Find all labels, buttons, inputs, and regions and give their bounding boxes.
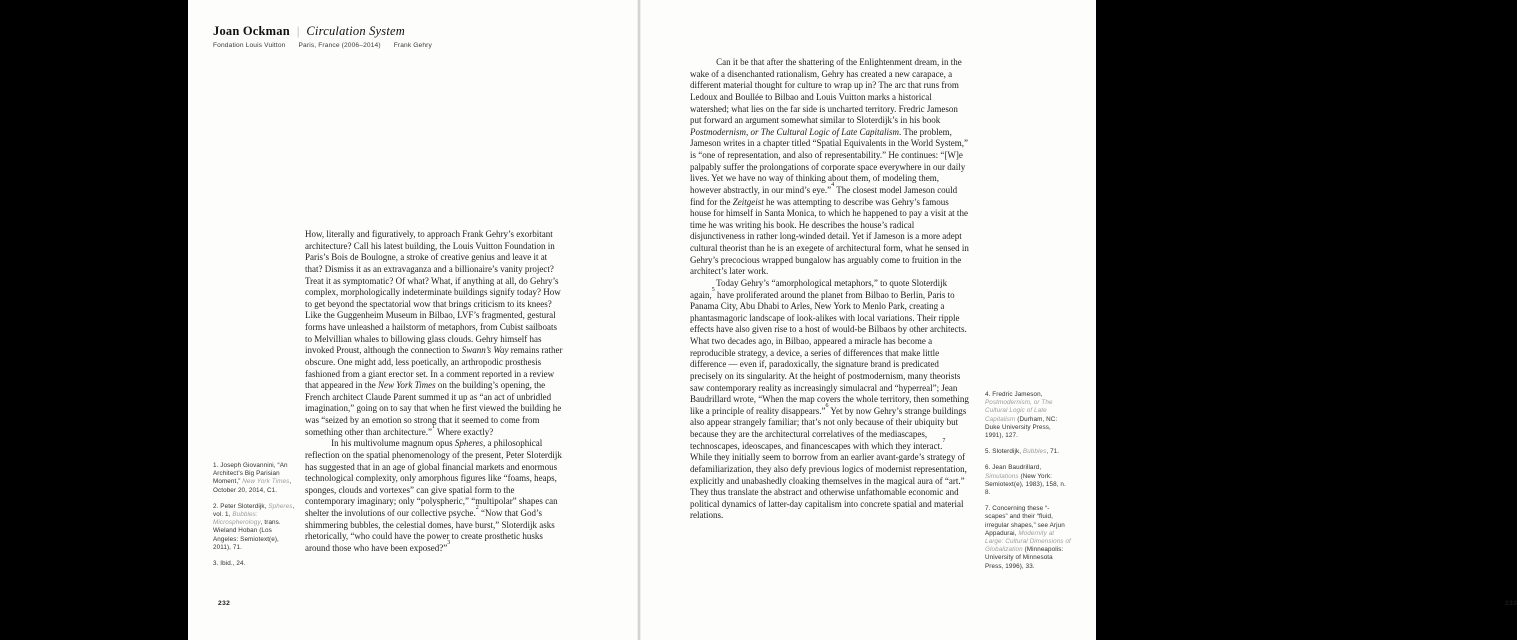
author-name: Joan Ockman [213, 24, 290, 38]
left-body-paragraphs [305, 229, 566, 555]
essay-title: Circulation System [306, 24, 406, 38]
left-page [188, 0, 640, 640]
right-page [640, 0, 1517, 640]
body-paragraph: How, literally and figuratively, to approach Frank Gehry’s exorbitant architecture? Call his latest building, the Louis Vuitton Foundation in Paris’s Bois de Boulogne, a stroke of creative genius and leave it at that? Dismiss it as an extravaganza and a billionaire’s vanity project? Treat it as symptomatic? Of what? What, if anything at all, do Gehry’s complex, morphologically indeterminate buildings signify today? How to get beyond the spectatorial wow that brings criticism to its knees? Like the Guggenheim Museum in Bilbao, LVF’s fragmented, gestural forms have unleashed a hailstorm of metaphors, from Cubist sailboats to Melvillian whales to billowing glass clouds. Gehry himself has invoked Proust, although the connection to Swann’s Way remains rather obscure. One might add, less poetically, an arthropodic prosthesis fashioned from a giant erector set. In a comment reported in a review that appeared in the New York Times on the building’s opening, the French architect Claude Parent summed it up as “an act of unbridled imagination,” going on to say that when he first viewed the building he was “seized by an emotion so strong that it seemed to come from something other than architecture.”$^1$ Where exactly? [305, 229, 563, 437]
project-architect: Frank Gehry [393, 42, 432, 49]
header-separator: | [296, 24, 300, 38]
footnote: 7. Concerning these “-scapes” and their “fluid, irregular shapes,” see Arjun Appadurai, Modernity at Large: Cultural Dimensions of Globalization (Minneapolis: University of Minnesota Press, 1996), 33. [985, 505, 1071, 570]
footnote: 5. Sloterdijk, Bubbles, 71. [985, 448, 1060, 456]
book-spread [188, 0, 1517, 640]
page-number-left: 232 [218, 600, 231, 607]
project-location-dates: Paris, France (2006–2014) [298, 42, 381, 49]
body-paragraph: In his multivolume magnum opus Spheres, a philosophical reflection on the spatial phenomenology of the present, Peter Sloterdijk has suggested that in an age of global financial markets and enormous technological complexity, only amorphous figures like “foams, heaps, sponges, clouds and vortexes” can give spatial form to the contemporary imaginary; only “polyspheric,” “multipolar” shapes can shelter the involutions of our collective psyche.$^2$ “Now that God’s shimmering bubbles, the celestial domes, have burst,” Sloterdijk asks rhetorically, “who could have the power to create prosthetic husks around those who have been exposed?”$^3$ [305, 438, 562, 553]
essay-header [213, 22, 405, 40]
right-footnotes [985, 391, 1071, 579]
footnote: 6. Jean Baudrillard, Simulations (New York: Semiotext(e), 1983), 158, n. 8. [985, 464, 1066, 497]
spread-gutter-shadow [637, 0, 641, 640]
body-paragraph: Today Gehry’s “amorphological metaphors,” to quote Sloterdijk again,$^5$ have proliferated around the planet from Bilbao to Berlin, Paris to Panama City, Abu Dhabi to Arles, New York to Menlo Park, creating a phantasmagoric landscape of look-alikes with local variations. Their ripple effects have also given rise to a host of would-be Bilbaos by other architects. What two decades ago, in Bilbao, appeared a miracle has become a reproducible strategy, a device, a series of differences that make little difference — even if, paradoxically, the signature brand is predicated precisely on its singularity. At the height of postmodernism, many theorists saw contemporary reality as increasingly simulacral and “hyperreal”; Jean Baudrillard wrote, “When the map covers the whole territory, then something like a principle of reality disappears.”$^6$ Yet by now Gehry’s strange buildings also appear strangely familiar; that’s not only because of their ubiquity but because they are the architectural correlatives of the mediascapes, technoscapes, ideoscapes, and financescapes with which they interact.$^7$ While they initially seem to borrow from an earlier avant-garde’s strategy of defamiliarization, they also defy previous logics of modernist representation, explicitly and unabashedly cloaking themselves in the magical aura of “art.” They thus translate the abstract and otherwise unfathomable economic and political dynamics of latter-day capitalism into concrete spatial and material relations. [690, 277, 969, 521]
project-meta [213, 42, 432, 49]
page-number-right: 233 [1505, 600, 1517, 607]
footnote: 4. Fredric Jameson, Postmodernism, or The Cultural Logic of Late Capitalism (Durham, NC: Duke University Press, 1991), 127. [985, 391, 1058, 440]
footnote: 1. Joseph Giovannini, “An Architect’s Big Parisian Moment,” New York Times, October 20, 2014, C1. [213, 462, 292, 494]
project-name: Fondation Louis Vuitton [213, 42, 286, 49]
right-body-paragraphs [690, 57, 969, 522]
footnote: 2. Peter Sloterdijk, Spheres, vol. 1, Bubbles: Microspherology, trans. Wieland Hoban (Los Angeles: Semiotext(e), 2011), 71. [213, 502, 295, 551]
body-paragraph: Can it be that after the shattering of the Enlightenment dream, in the wake of a disenchanted rationalism, Gehry has created a new carapace, a different material thought for culture to wrap up in? The arc that runs from Ledoux and Boullée to Bilbao and Louis Vuitton marks a historical watershed; what lies on the far side is uncharted territory. Fredric Jameson put forward an argument somewhat similar to Sloterdijk’s in his book Postmodernism, or The Cultural Logic of Late Capitalism. The problem, Jameson writes in a chapter titled “Spatial Equivalents in the World System,” is “one of representation, and also of representability.” He continues: “[W]e palpably suffer the prolongations of corporate space everywhere in our daily lives. Yet we have no way of thinking about them, of modeling them, however abstractly, in our mind’s eye.”$^4$ The closest model Jameson could find for the Zeitgeist he was attempting to describe was Gehry’s famous house for himself in Santa Monica, to which he happened to pay a visit at the time he was writing his book. He describes the house’s radical disjunctiveness in rather long-winded detail. Yet if Jameson is a more adept cultural theorist than he is an exegete of architectural form, what he sensed in Gehry’s precocious wrapped bungalow has arguably come to fruition in the architect’s later work. [690, 57, 969, 277]
footnote: 3. Ibid., 24. [213, 560, 246, 568]
left-footnotes [213, 462, 295, 576]
